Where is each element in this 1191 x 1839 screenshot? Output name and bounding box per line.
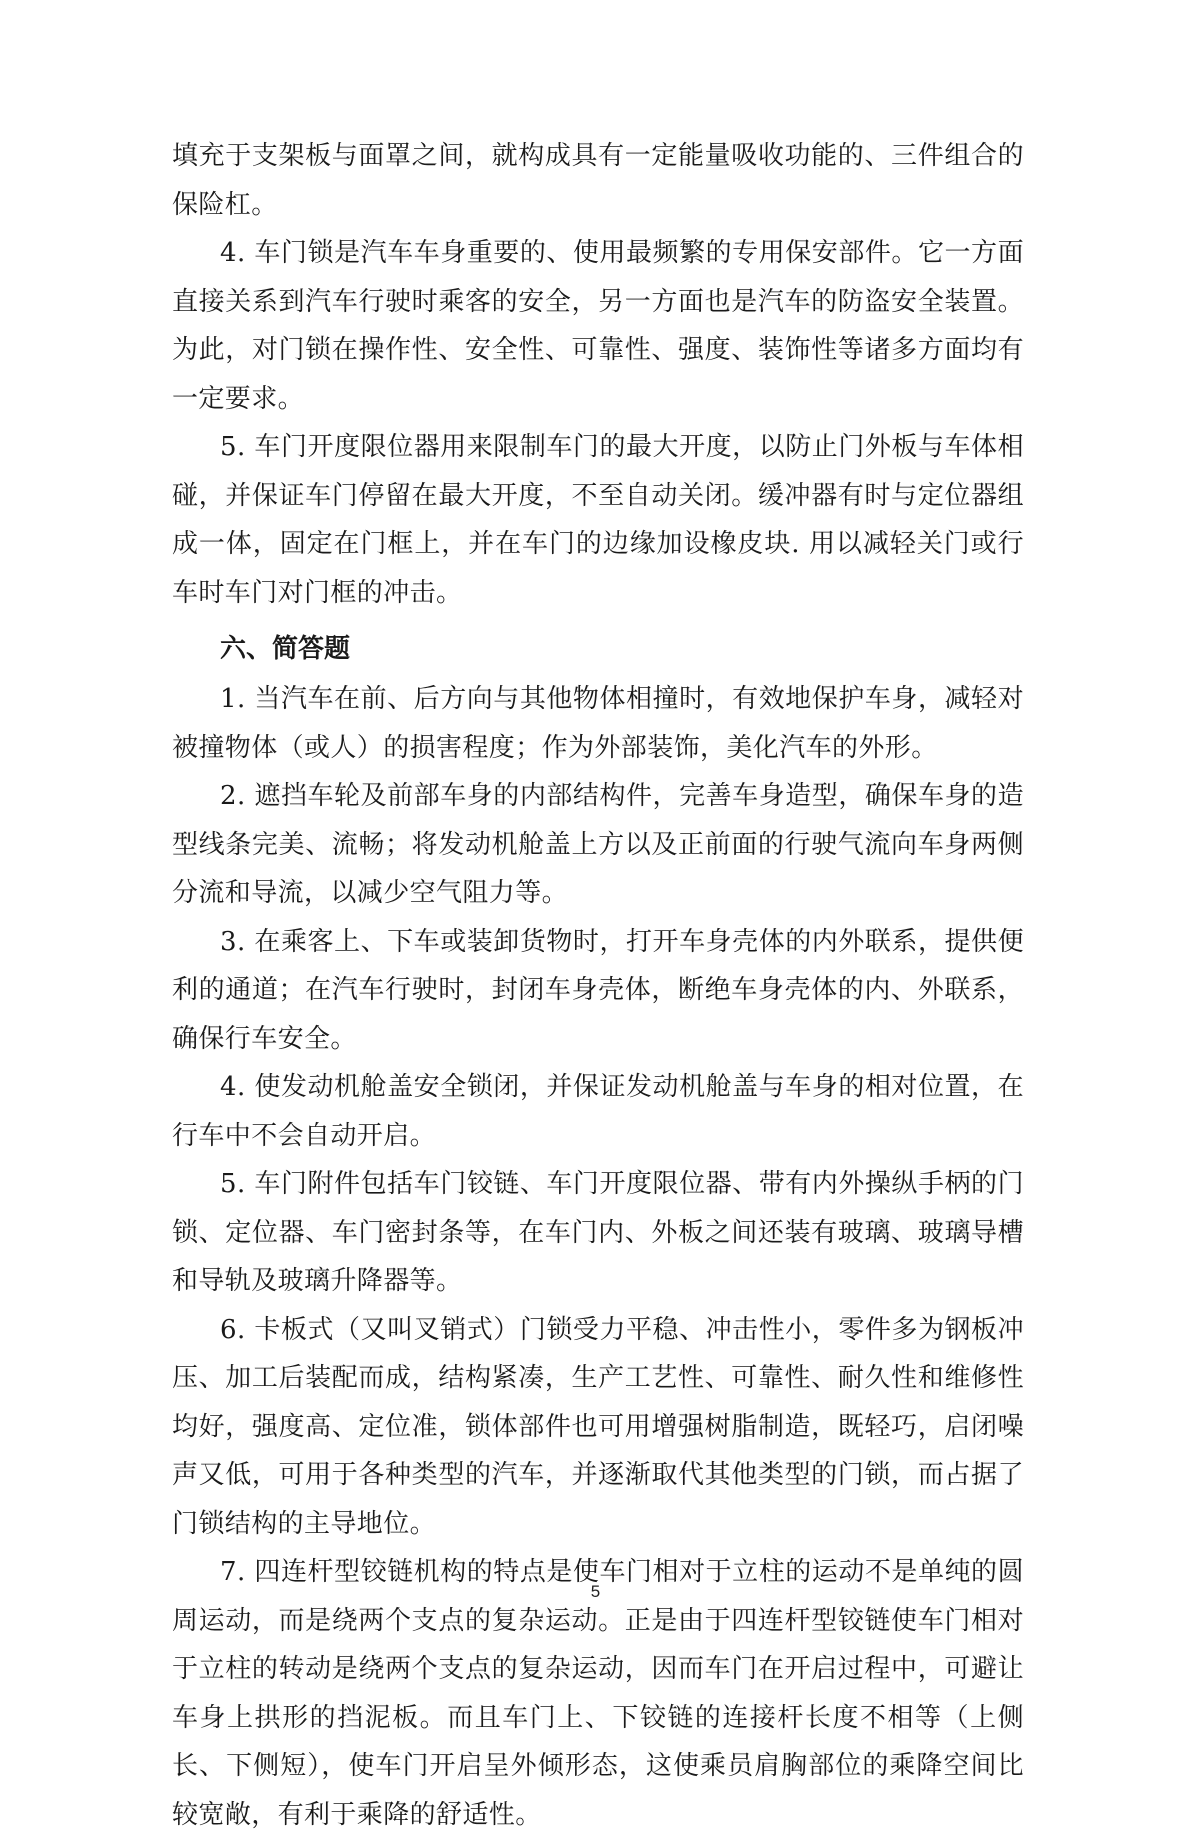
answer-6: 6. 卡板式（又叫叉销式）门锁受力平稳、冲击性小，零件多为钢板冲压、加工后装配而成，结构紧凑，生产工艺性、可靠性、耐久性和维修性均好，强度高、定位准，锁体部件也可用增强树脂制造，既轻巧，启闭噪声又低，可用于各种类型的汽车，并逐渐取代其他类型的门锁，而占据了门锁结构的主导地位。: [172, 1314, 1024, 1539]
paragraph-door-lock: 4. 车门锁是汽车车身重要的、使用最频繁的专用保安部件。它一方面直接关系到汽车行驶时乘客的安全，另一方面也是汽车的防盗安全装置。为此，对门锁在操作性、安全性、可靠性、强度、装饰性等诸多方面均有一定要求。: [172, 238, 1024, 414]
answer-1: 1. 当汽车在前、后方向与其他物体相撞时，有效地保护车身，减轻对被撞物体（或人）的损害程度；作为外部装饰，美化汽车的外形。: [172, 684, 1024, 763]
section-heading: 六、简答题: [220, 634, 351, 664]
paragraph-bumper-continuation: 填充于支架板与面罩之间，就构成具有一定能量吸收功能的、三件组合的保险杠。: [172, 141, 1024, 220]
answer-4: 4. 使发动机舱盖安全锁闭，并保证发动机舱盖与车身的相对位置，在行车中不会自动开启。: [172, 1072, 1024, 1151]
page-number: 5: [590, 1582, 601, 1601]
answer-3: 3. 在乘客上、下车或装卸货物时，打开车身壳体的内外联系，提供便利的通道；在汽车行驶时，封闭车身壳体，断绝车身壳体的内、外联系，确保行车安全。: [172, 926, 1024, 1054]
answer-7: 7. 四连杆型铰链机构的特点是使车门相对于立柱的运动不是单纯的圆周运动，而是绕两个支点的复杂运动。正是由于四连杆型铰链使车门相对于立柱的转动是绕两个支点的复杂运动，因而车门在开启过程中，可避让车身上拱形的挡泥板。而且车门上、下铰链的连接杆长度不相等（上侧长、下侧短），使车门开启呈外倾形态，这使乘员肩胸部位的乘降空间比较宽敞，有利于乘降的舒适性。: [172, 1557, 1024, 1830]
answer-2: 2. 遮挡车轮及前部车身的内部结构件，完善车身造型，确保车身的造型线条完美、流畅；将发动机舱盖上方以及正前面的行驶气流向车身两侧分流和导流，以减少空气阻力等。: [172, 781, 1024, 908]
paragraph-door-limiter: 5. 车门开度限位器用来限制车门的最大开度，以防止门外板与车体相碰，并保证车门停留在最大开度，不至自动关闭。缓冲器有时与定位器组成一体，固定在门框上，并在车门的边缘加设橡皮块. 用以减轻关门或行车时车门对门框的冲击。: [172, 432, 1024, 608]
answer-5: 5. 车门附件包括车门铰链、车门开度限位器、带有内外操纵手柄的门锁、定位器、车门密封条等，在车门内、外板之间还装有玻璃、玻璃导槽和导轨及玻璃升降器等。: [172, 1169, 1024, 1296]
